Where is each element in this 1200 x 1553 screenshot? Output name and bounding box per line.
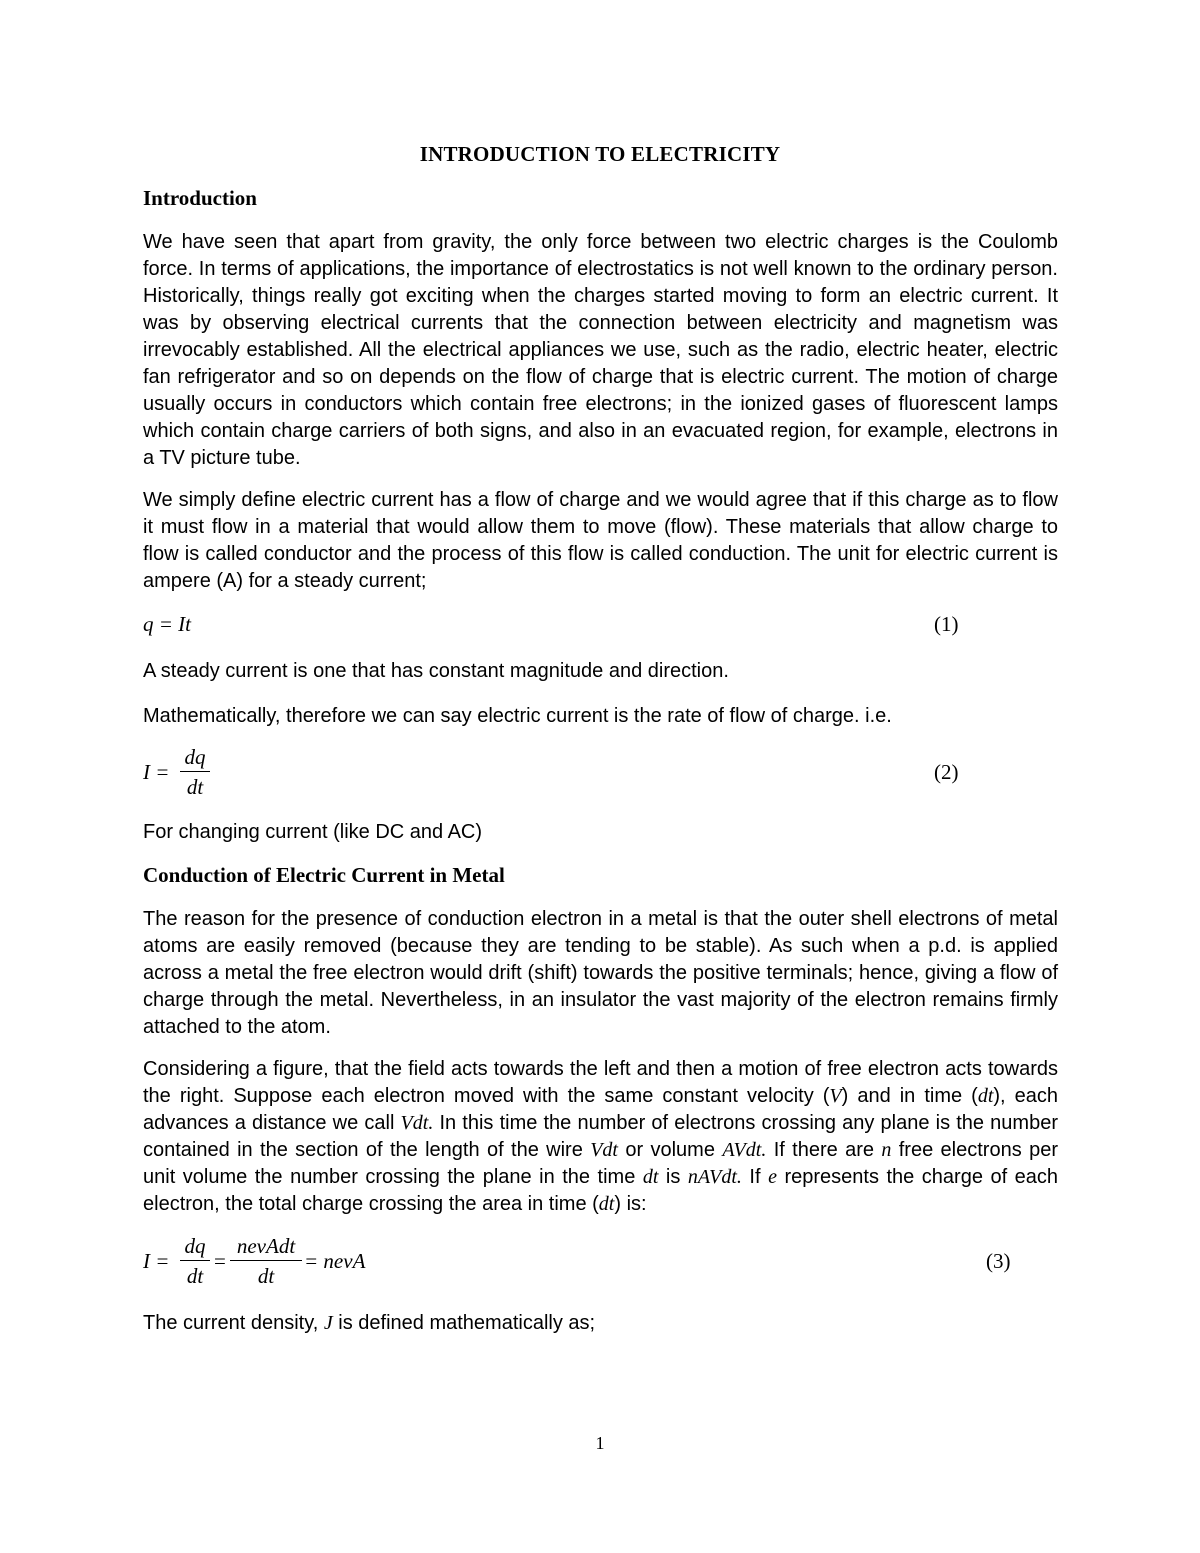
equation-1: q = It xyxy=(143,612,191,636)
equation-3-lhs: I = xyxy=(143,1249,170,1273)
text-run: Considering a figure, that the field acts towards the left and then a motion of free electron acts towards the right. Suppose each electron moved with the same constant velocity ( xyxy=(143,1058,1058,1107)
var-vdt: Vdt xyxy=(590,1139,618,1161)
text-run: free electrons per unit volume the number crossing the plane in the time xyxy=(143,1139,1058,1188)
equation-3-fraction-2 xyxy=(230,1234,302,1288)
var-dt: dt xyxy=(977,1085,994,1107)
equation-3-rhs: = nevA xyxy=(304,1249,366,1273)
equation-3-numerator-2: nevAdt xyxy=(236,1234,296,1258)
var-j: J xyxy=(323,1312,333,1334)
fraction-bar xyxy=(230,1260,302,1261)
page-number: 1 xyxy=(595,1433,605,1453)
text-run: is xyxy=(658,1166,688,1188)
section-heading-introduction: Introduction xyxy=(143,186,257,210)
steady-current-text: A steady current is one that has constant magnitude and direction. xyxy=(143,660,729,682)
equation-2-numerator: dq xyxy=(184,745,206,769)
text-run: If there are xyxy=(766,1139,882,1161)
equation-2-number: (2) xyxy=(934,760,959,784)
var-n: n xyxy=(881,1139,892,1161)
text-run: In this time the number of electrons crossing any plane is the number contained in the section of the length of the wire xyxy=(143,1112,1058,1161)
text-run: is defined mathematically as; xyxy=(332,1312,596,1334)
var-dt: dt xyxy=(642,1166,659,1188)
var-navdt: nAVdt. xyxy=(687,1166,742,1188)
section-heading-conduction: Conduction of Electric Current in Metal xyxy=(143,863,505,887)
text-run: If xyxy=(741,1166,769,1188)
equation-3-denominator-2: dt xyxy=(257,1264,275,1288)
equation-1-number: (1) xyxy=(934,612,959,636)
equation-3-equals: = xyxy=(214,1249,226,1273)
fraction-bar xyxy=(180,1260,210,1261)
page-title: INTRODUCTION TO ELECTRICITY xyxy=(419,142,781,166)
equation-2-denominator: dt xyxy=(186,775,204,799)
equation-2-fraction xyxy=(180,745,210,799)
text-run: ) and in time ( xyxy=(841,1085,978,1107)
var-e: e xyxy=(768,1166,777,1188)
equation-3-fraction-1 xyxy=(180,1234,210,1288)
var-dt: dt xyxy=(598,1193,615,1215)
paragraph-current-definition: We simply define electric current has a flow of charge and we would agree that if this charge as to flow it must flow in a material that would allow them to move (flow). These materials that allow charge to flow is called conductor and the process of this flow is called conduction. The unit for electric current is ampere (A) for a steady current; xyxy=(143,489,1058,592)
equation-3-denominator-1: dt xyxy=(186,1264,204,1288)
var-vdt: Vdt. xyxy=(400,1112,434,1134)
mathematical-definition-text: Mathematically, therefore we can say electric current is the rate of flow of charge. i.e. xyxy=(143,705,892,727)
paragraph-intro: We have seen that apart from gravity, the only force between two electric charges is the Coulomb force. In terms of applications, the importance of electrostatics is not well known to the ordinary person. Historically, things really got exciting when the charges started moving to form an electric current. It was by observing electrical currents that the connection between electricity and magnetism was irrevocably established. All the electrical appliances we use, such as the radio, electric heater, electric fan refrigerator and so on depends on the flow of charge that is electric current. The motion of charge usually occurs in conductors which contain free electrons; in the ionized gases of fluorescent lamps which contain charge carriers of both signs, and also in an evacuated region, for example, electrons in a TV picture tube. xyxy=(143,231,1058,469)
paragraph-conduction-metal: The reason for the presence of conduction electron in a metal is that the outer shell electrons of metal atoms are easily removed (because they are tending to be stable). As such when a p.d. is applied across a metal the free electron would drift (shift) towards the positive terminals; hence, giving a flow of charge through the metal. Nevertheless, in an insulator the vast majority of the electron remains firmly attached to the atom. xyxy=(143,908,1058,1038)
var-v: V xyxy=(829,1085,842,1107)
text-run: ), each advances a distance we call xyxy=(143,1085,1058,1134)
text-run: represents the charge of each electron, the total charge crossing the area in time ( xyxy=(143,1166,1059,1215)
var-avdt: AVdt. xyxy=(722,1139,767,1161)
text-run: ) is: xyxy=(614,1193,647,1215)
paragraph-drift-velocity xyxy=(143,1056,1058,1218)
equation-3-number: (3) xyxy=(986,1249,1011,1273)
equation-3-numerator-1: dq xyxy=(184,1234,206,1258)
text-run: The current density, xyxy=(143,1312,324,1334)
fraction-bar xyxy=(180,771,210,772)
equation-2-lhs: I = xyxy=(143,760,170,784)
current-density-text xyxy=(143,1310,595,1337)
text-run: or volume xyxy=(617,1139,723,1161)
changing-current-text: For changing current (like DC and AC) xyxy=(143,821,483,843)
